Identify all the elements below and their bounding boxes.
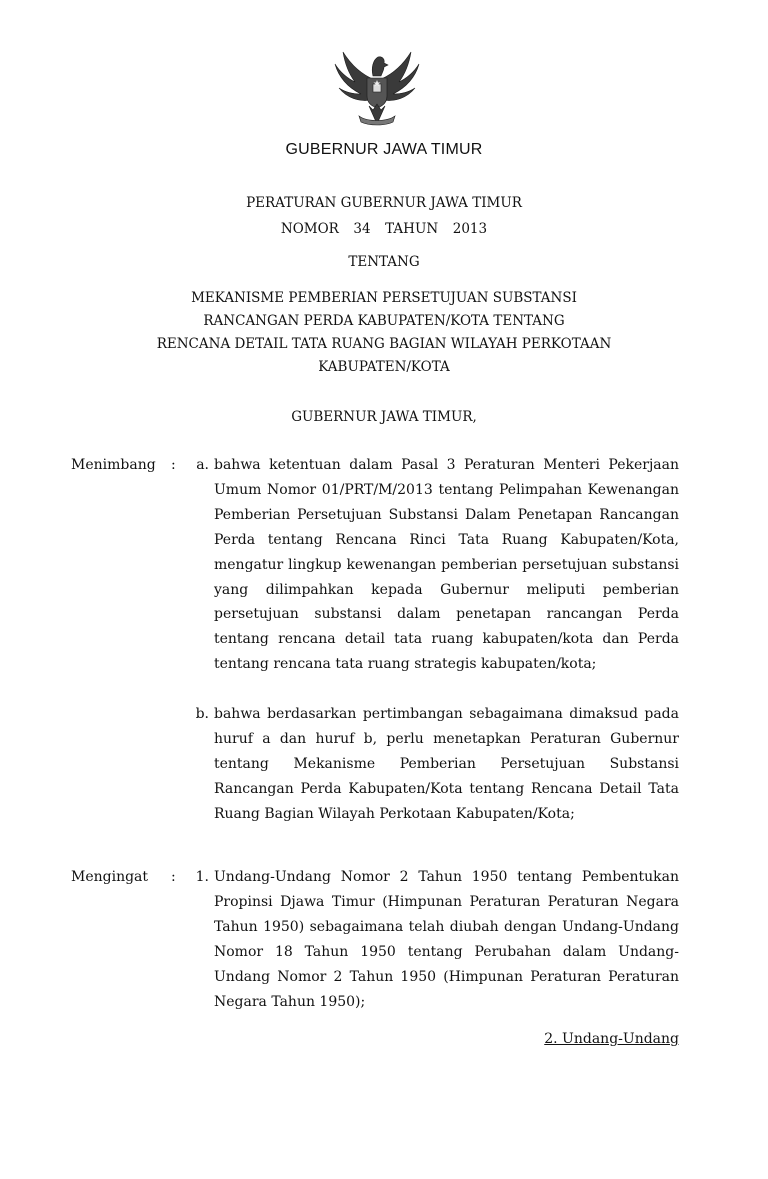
subject-line: KABUPATEN/KOTA bbox=[318, 359, 450, 375]
section-label: Mengingat bbox=[71, 869, 149, 885]
section-colon: : bbox=[171, 869, 176, 885]
governor-title: GUBERNUR JAWA TIMUR bbox=[285, 141, 483, 158]
section-label: Menimbang bbox=[71, 457, 156, 473]
item-text: bahwa ketentuan dalam Pasal 3 Peraturan Menteri Pekerjaan Umum Nomor 01/PRT/M/2013 tentang Pelimpahan Kewenangan Pemberian Persetujuan Substansi Dalam Penetapan Rancangan Perda tentang Rencana Rinci Tata Ruang Kabupaten/Kota, mengatur lingkup kewenangan pemberian persetujuan substansi yang dilimpahkan kepada Gubernur meliputi pemberian persetujuan substansi dalam penetapan rancangan Perda tentang rencana detail tata ruang kabupaten/kota dan Perda tentang rencana tata ruang strategis kabupaten/kota; bbox=[214, 457, 679, 673]
about-heading: TENTANG bbox=[348, 254, 420, 270]
regulation-title: PERATURAN GUBERNUR JAWA TIMUR bbox=[246, 195, 522, 211]
governor-signature-heading: GUBERNUR JAWA TIMUR, bbox=[291, 409, 477, 425]
mengingat-section bbox=[71, 869, 681, 1019]
section-colon: : bbox=[171, 457, 176, 473]
item-marker: 1. bbox=[195, 869, 209, 885]
subject-line: MEKANISME PEMBERIAN PERSETUJUAN SUBSTANSI bbox=[191, 290, 577, 306]
regulation-number: NOMOR 34 TAHUN 2013 bbox=[280, 221, 488, 237]
garuda-emblem-icon bbox=[331, 40, 423, 132]
regulation-subject bbox=[0, 287, 768, 379]
subject-line: RANCANGAN PERDA KABUPATEN/KOTA TENTANG bbox=[203, 313, 565, 329]
item-text: bahwa berdasarkan pertimbangan sebagaimana dimaksud pada huruf a dan huruf b, perlu menetapkan Peraturan Gubernur tentang Mekanisme Pemberian Persetujuan Substansi Rancangan Perda Kabupaten/Kota tentang Rencana Detail Tata Ruang Bagian Wilayah Perkotaan Kabupaten/Kota; bbox=[214, 706, 679, 822]
subject-line: RENCANA DETAIL TATA RUANG BAGIAN WILAYAH PERKOTAAN bbox=[156, 336, 612, 352]
item-text: Undang-Undang Nomor 2 Tahun 1950 tentang Pembentukan Propinsi Djawa Timur (Himpunan Peraturan Peraturan Negara Tahun 1950) sebagaimana telah diubah dengan Undang-Undang Nomor 18 Tahun 1950 tentang Perubahan dalam Undang-Undang Nomor 2 Tahun 1950 (Himpunan Peraturan Peraturan Negara Tahun 1950); bbox=[214, 869, 679, 1010]
item-marker: a. bbox=[196, 457, 209, 473]
item-marker: b. bbox=[195, 706, 209, 722]
next-page-reference: 2. Undang-Undang bbox=[544, 1031, 679, 1047]
menimbang-section bbox=[71, 457, 681, 852]
